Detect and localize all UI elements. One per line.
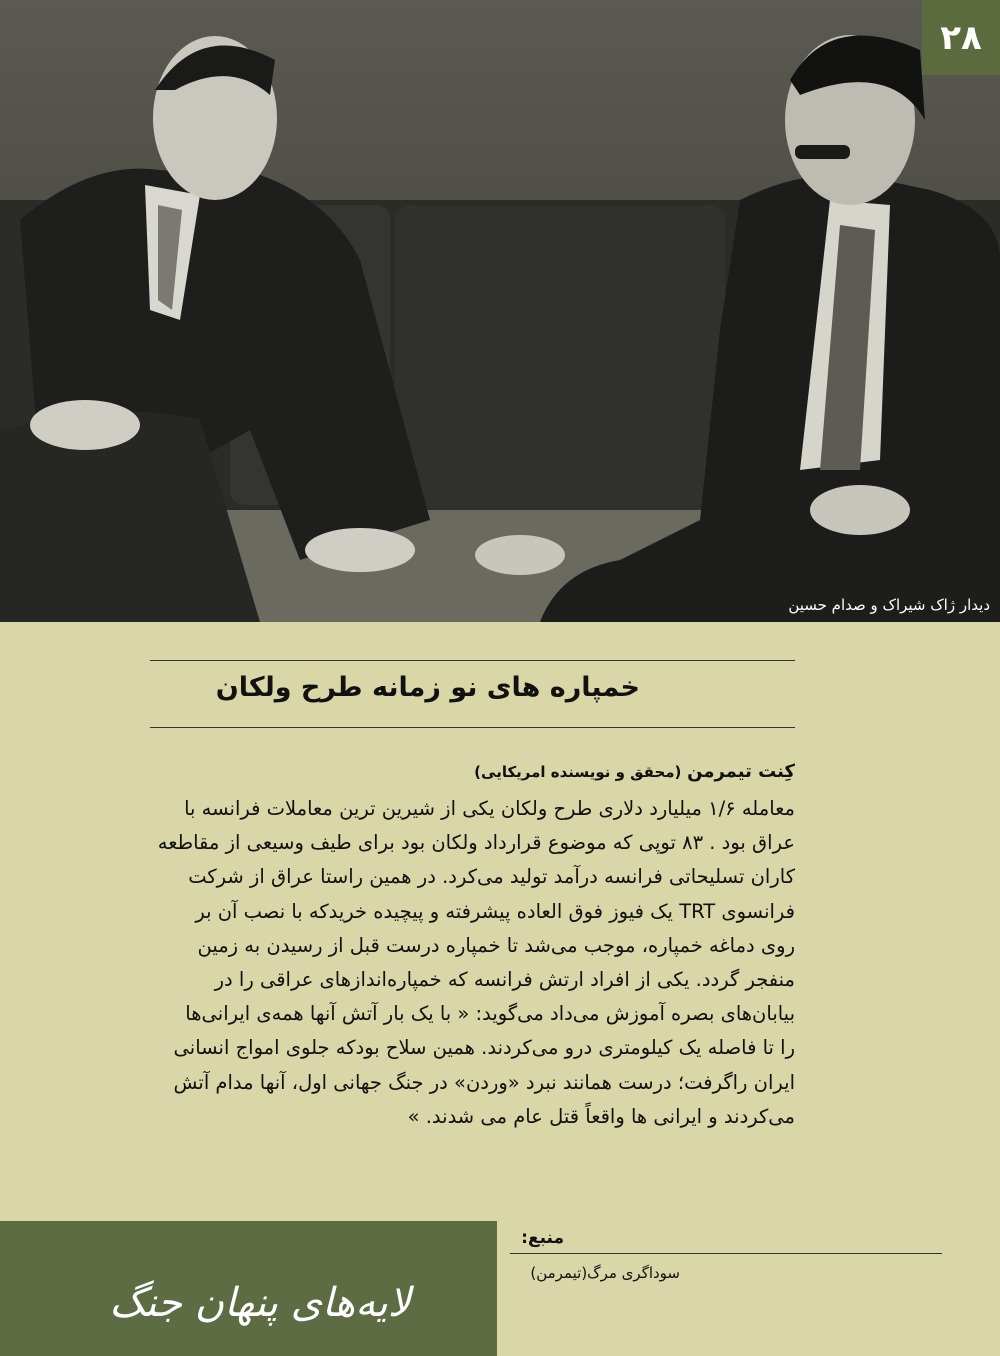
series-brand-title: لایه‌های پنهان جنگ [109,1280,411,1326]
body-line: را تا فاصله یک کیلومتری درو می‌کردند. همین سلاح بودکه جلوی امواج انسانی [173,1036,795,1060]
body-line: کاران تسلیحاتی فرانسه درآمد تولید می‌کرد. در همین راستا عراق از شرکت [188,865,795,889]
author-name: کِنت تیمرمن [687,761,795,782]
historical-photo [0,0,1000,622]
body-line: می‌کردند و ایرانی ها واقعاً قتل عام می‌ شدند. » [407,1104,795,1128]
author-role: (محقق و نویسنده امریکایی) [474,763,682,781]
photo-caption: دیدار ژاک شیراک و صدام حسین [738,590,998,620]
body-line: عراق بود . ۸۳ توپی که موضوع قرارداد ولکان بود برای طیف وسیعی از مقاطعه [157,831,795,855]
body-line: بیابان‌های بصره آموزش می‌داد می‌گوید: « با یک بار آتش آنها همه‌ی ایرانی‌ها [185,1002,795,1026]
source-value: سوداگری مرگ(تیمرمن) [530,1264,680,1282]
photo-illustration [0,0,1000,622]
body-line: ایران راگرفت؛ درست همانند نبرد «وردن» در جنگ جهانی اول، آنها مدام آتش [173,1070,795,1094]
page-number: ۲۸ [922,0,1000,75]
body-line: فرانسوی TRT یک فیوز فوق العاده پیشرفته و پیچیده خریدکه با نصب آن بر [195,899,795,923]
article-body [100,792,795,1134]
author-line [100,761,795,782]
title-bottom-rule [150,727,795,728]
title-top-rule [150,660,795,661]
source-rule [510,1253,942,1254]
body-line: روی دماغه خمپاره، موجب می‌شد تا خمپاره درست قبل از رسیدن به زمین [197,933,795,957]
body-line: معامله ۱/۶ میلیارد دلاری طرح ولکان یکی از شیرین ترین معاملات فرانسه با [184,797,795,820]
source-label: منبع: [521,1228,564,1248]
article-title: خمپاره های نو زمانه طرح ولکان [215,672,640,703]
body-line: منفجر گردد. یکی از افراد ارتش فرانسه که خمپاره‌اندازهای عراقی را در [214,968,795,992]
